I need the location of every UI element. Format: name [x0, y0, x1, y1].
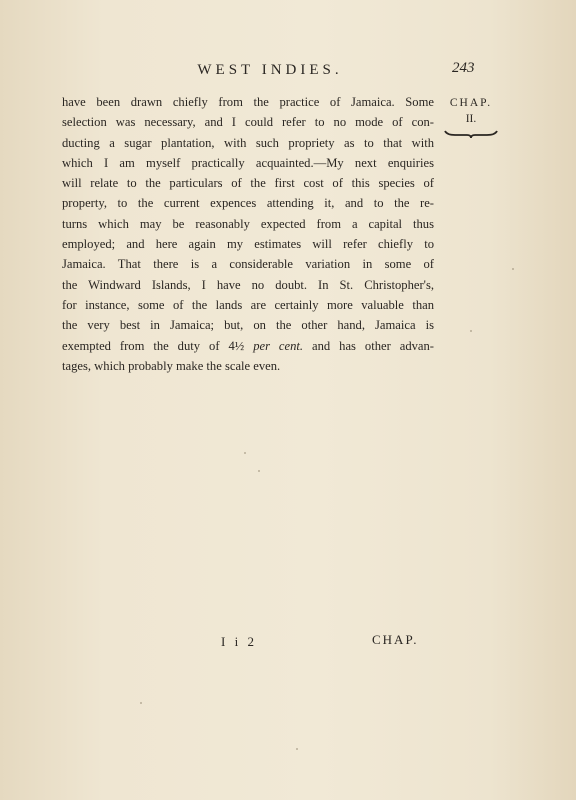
paper-speck	[296, 748, 298, 750]
paper-speck	[470, 330, 472, 332]
text-line: the very best in Jamaica; but, on the other hand, Jamaica is	[62, 318, 434, 333]
text-line: will relate to the particulars of the first cost of this species of	[62, 176, 434, 191]
page-number: 243	[452, 60, 475, 76]
text-line: the Windward Islands, I have no doubt. In St. Christopher's,	[62, 277, 434, 292]
text-line: property, to the current expences attending it, and to the re-	[62, 196, 434, 211]
running-head: WEST INDIES.	[197, 62, 343, 78]
text-line: turns which may be reasonably expected from a capital thus	[62, 216, 434, 231]
signature-mark: I i 2	[221, 634, 257, 649]
paper-speck	[258, 470, 260, 472]
brace-icon	[443, 129, 499, 139]
text-line: ducting a sugar plantation, with such propriety as to that with	[62, 135, 434, 150]
text-line: selection was necessary, and I could refer to no mode of con-	[62, 115, 434, 130]
chapter-sidenote	[441, 95, 501, 139]
text-line: exempted from the duty of 4½ per cent. and has other advan-	[62, 338, 434, 353]
paper-speck	[140, 702, 142, 704]
text-line: which I am myself practically acquainted.—My next enquiries	[62, 155, 434, 170]
text-line: employed; and here again my estimates will refer chiefly to	[62, 237, 434, 252]
catchword: CHAP.	[372, 632, 419, 647]
body-text	[62, 92, 434, 376]
paper-speck	[244, 452, 246, 454]
text-line: for instance, some of the lands are certainly more valuable than	[62, 297, 434, 312]
text-line: Jamaica. That there is a considerable variation in some of	[62, 257, 434, 272]
paper-speck	[512, 268, 514, 270]
chapter-number: II.	[465, 113, 477, 125]
text-line: have been drawn chiefly from the practice of Jamaica. Some	[62, 95, 434, 109]
chapter-label: CHAP.	[449, 97, 493, 109]
text-line: tages, which probably make the scale even.	[62, 358, 281, 373]
